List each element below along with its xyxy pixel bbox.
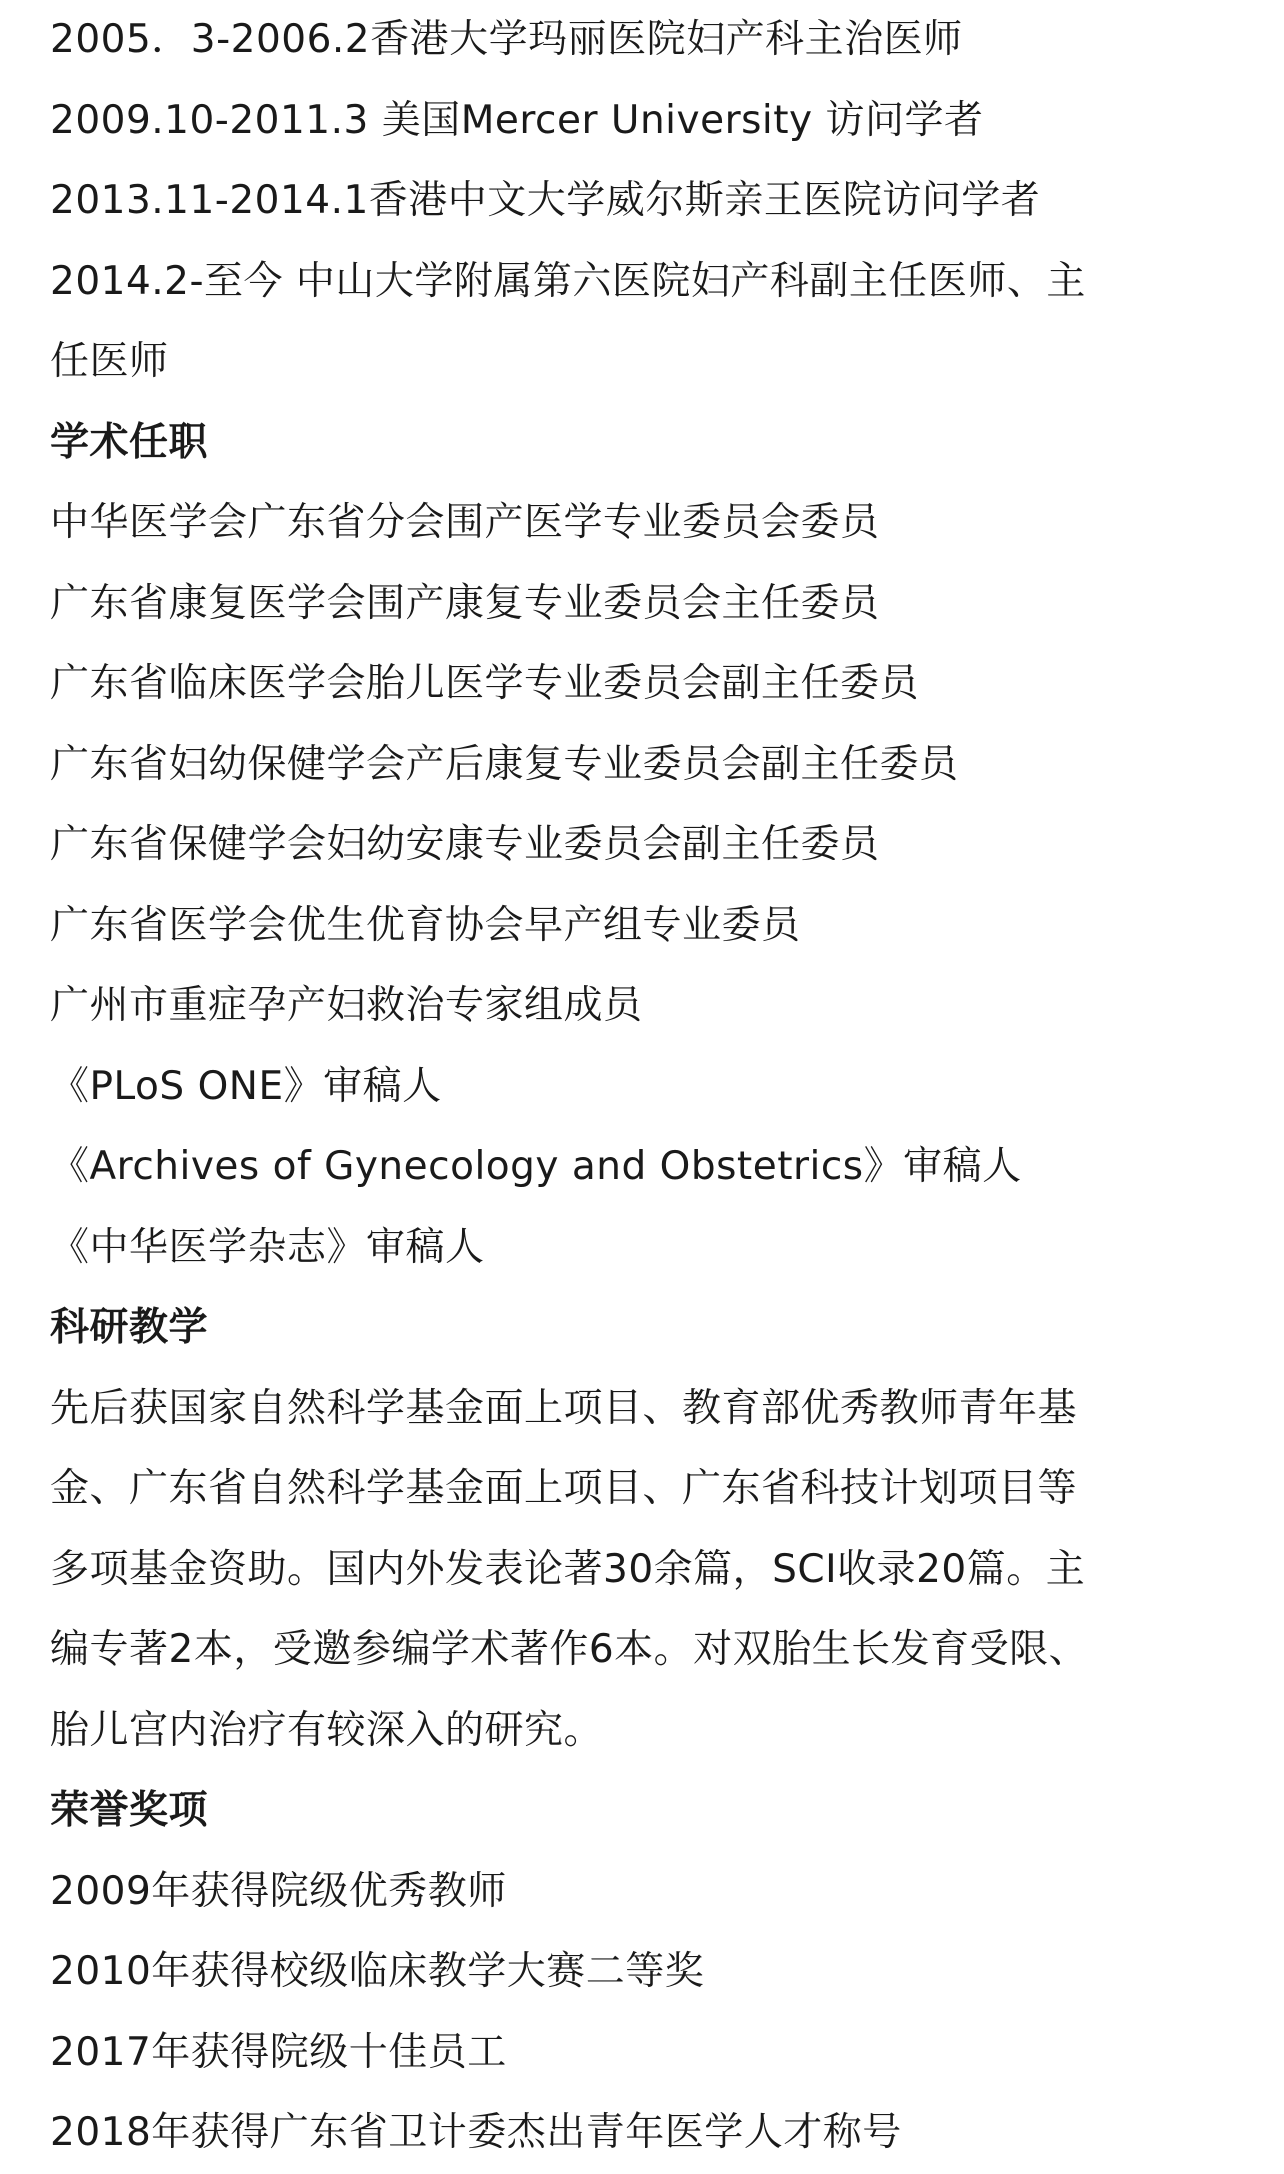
research-section (50, 1288, 1240, 1771)
section-heading-research: 科研教学 (50, 1305, 209, 1350)
research-paragraph-line: 多项基金资助。国内外发表论著30余篇，SCI收录20篇。主 (50, 1546, 1086, 1592)
position-item: 广东省医学会优生优育协会早产组专业委员 (50, 902, 801, 948)
honor-item: 2018年获得广东省卫计委杰出青年医学人才称号 (50, 2110, 902, 2155)
position-item: 广东省保健学会妇幼安康专业委员会副主任委员 (50, 822, 880, 867)
position-item: 广东省康复医学会围产康复专业委员会主任委员 (50, 580, 880, 626)
section-heading-positions: 学术任职 (50, 419, 209, 465)
position-item: 《Archives of Gynecology and Obstetrics》审稿人 (50, 1144, 1022, 1189)
career-line: 2014.2-至今 中山大学附属第六医院妇产科副主任医师、主 (50, 258, 1086, 304)
honor-item: 2010年获得校级临床教学大赛二等奖 (50, 1949, 705, 1994)
research-paragraph-line: 编专著2本，受邀参编学术著作6本。对双胎生长发育受限、 (50, 1627, 1089, 1672)
research-paragraph-line: 先后获国家自然科学基金面上项目、教育部优秀教师青年基 (50, 1385, 1078, 1431)
position-item: 广东省妇幼保健学会产后康复专业委员会副主任委员 (50, 741, 959, 787)
position-item: 中华医学会广东省分会围产医学专业委员会委员 (50, 500, 880, 545)
position-item: 《中华医学杂志》审稿人 (50, 1224, 485, 1270)
career-line: 2013.11-2014.1香港中文大学威尔斯亲王医院访问学者 (50, 178, 1041, 223)
position-item: 《PLoS ONE》审稿人 (50, 1063, 442, 1109)
career-line: 任医师 (50, 339, 169, 384)
honor-item: 2017年获得院级十佳员工 (50, 2029, 507, 2075)
career-line: 2009.10-2011.3 美国Mercer University 访问学者 (50, 97, 984, 143)
honors-section (50, 1771, 1240, 2174)
position-item: 广东省临床医学会胎儿医学专业委员会副主任委员 (50, 661, 920, 706)
position-item: 广州市重症孕产妇救治专家组成员 (50, 983, 643, 1028)
positions-section (50, 403, 1240, 1289)
profile-content (50, 0, 1240, 2174)
section-heading-honors: 荣誉奖项 (50, 1788, 209, 1833)
research-paragraph-line: 胎儿宫内治疗有较深入的研究。 (50, 1707, 604, 1753)
honor-item: 2009年获得院级优秀教师 (50, 1868, 507, 1914)
career-line: 2005．3-2006.2香港大学玛丽医院妇产科主治医师 (50, 17, 963, 62)
research-paragraph-line: 金、广东省自然科学基金面上项目、广东省科技计划项目等 (50, 1466, 1078, 1511)
career-section (50, 0, 1240, 403)
